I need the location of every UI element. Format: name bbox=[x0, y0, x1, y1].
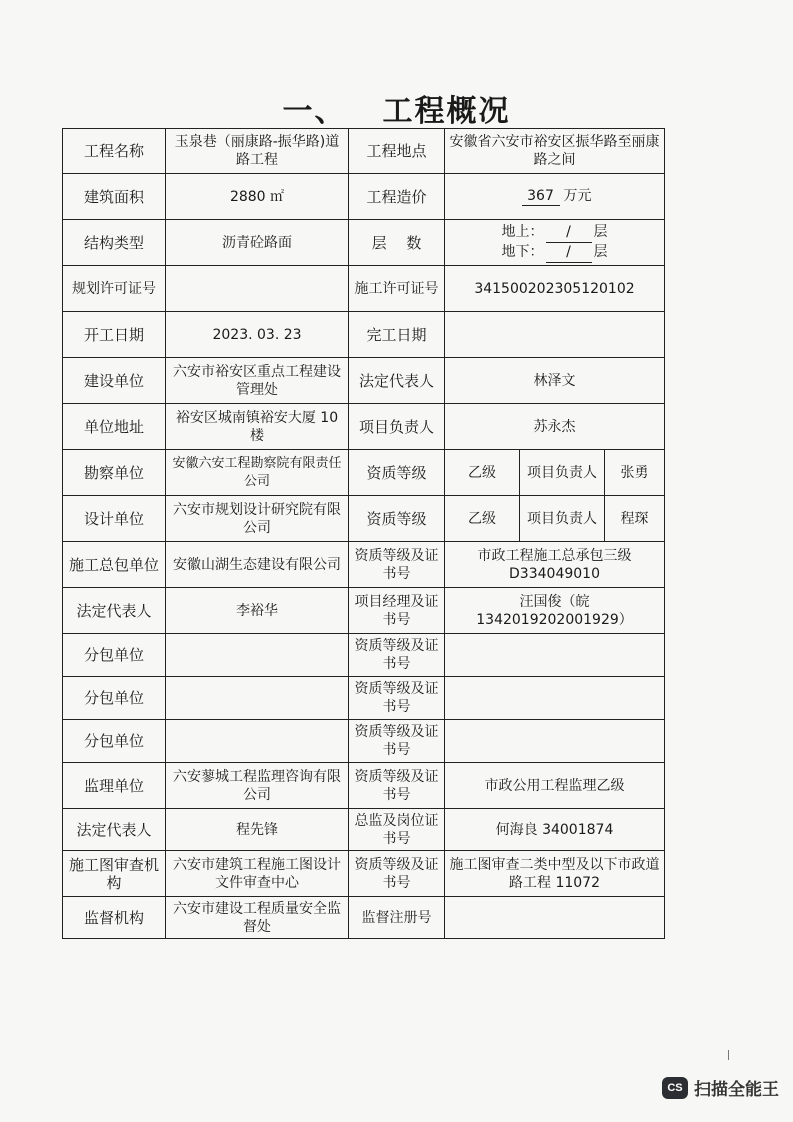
survey-qual-label: 资质等级 bbox=[349, 450, 445, 496]
subcontractor-qual-label: 资质等级及证书号 bbox=[349, 720, 445, 763]
address-value: 裕安区城南镇裕安大厦 10 楼 bbox=[166, 404, 349, 450]
subcontractor-qual-value bbox=[445, 677, 665, 720]
floor-unit: 层 bbox=[593, 243, 608, 260]
contractor-qual-value: 市政工程施工总承包三级 bbox=[477, 547, 632, 564]
table-row bbox=[63, 542, 665, 588]
floors-cell bbox=[445, 220, 665, 266]
table-row bbox=[63, 851, 665, 897]
owner-rep-value: 林泽文 bbox=[445, 358, 665, 404]
below-ground-value: / bbox=[546, 243, 592, 263]
contractor-qual-label: 资质等级及证书号 bbox=[349, 542, 445, 588]
design-qual-value: 乙级 bbox=[445, 496, 520, 542]
construction-permit-value: 341500202305120102 bbox=[445, 266, 665, 312]
survey-pm-value: 张勇 bbox=[605, 450, 665, 496]
cost-value: 367 bbox=[522, 187, 560, 206]
subcontractor-value bbox=[166, 634, 349, 677]
start-date-value: 2023. 03. 23 bbox=[166, 312, 349, 358]
supervisor-value: 六安蓼城工程监理咨询有限公司 bbox=[166, 763, 349, 809]
design-pm-value: 程琛 bbox=[605, 496, 665, 542]
planning-permit-value bbox=[166, 266, 349, 312]
construction-permit-label: 施工许可证号 bbox=[349, 266, 445, 312]
section-title: 工程概况 bbox=[382, 94, 511, 129]
design-label: 设计单位 bbox=[63, 496, 166, 542]
supervisor-rep-label: 法定代表人 bbox=[63, 809, 166, 851]
table-row bbox=[63, 763, 665, 809]
above-ground-value: / bbox=[546, 223, 592, 243]
design-value: 六安市规划设计研究院有限公司 bbox=[166, 496, 349, 542]
supervisor-label: 监理单位 bbox=[63, 763, 166, 809]
subcontractor-label: 分包单位 bbox=[63, 720, 166, 763]
table-row bbox=[63, 496, 665, 542]
table-row bbox=[63, 220, 665, 266]
contractor-label: 施工总包单位 bbox=[63, 542, 166, 588]
owner-value: 六安市裕安区重点工程建设管理处 bbox=[166, 358, 349, 404]
project-name-label: 工程名称 bbox=[63, 129, 166, 174]
survey-pm-label: 项目负责人 bbox=[520, 450, 605, 496]
table-row bbox=[63, 897, 665, 939]
area-label: 建筑面积 bbox=[63, 174, 166, 220]
oversight-label: 监督机构 bbox=[63, 897, 166, 939]
contractor-pm-label: 项目经理及证书号 bbox=[349, 588, 445, 634]
review-qual-value: 施工图审查二类中型及以下市政道路工程 11072 bbox=[445, 851, 665, 897]
design-qual-label: 资质等级 bbox=[349, 496, 445, 542]
project-name-value: 玉泉巷（丽康路-振华路)道路工程 bbox=[166, 129, 349, 174]
owner-pm-label: 项目负责人 bbox=[349, 404, 445, 450]
page-title bbox=[0, 86, 793, 130]
subcontractor-value bbox=[166, 720, 349, 763]
subcontractor-qual-value bbox=[445, 720, 665, 763]
contractor-rep-value: 李裕华 bbox=[166, 588, 349, 634]
contractor-rep-label: 法定代表人 bbox=[63, 588, 166, 634]
table-row bbox=[63, 677, 665, 720]
oversight-value: 六安市建设工程质量安全监督处 bbox=[166, 897, 349, 939]
review-label: 施工图审查机构 bbox=[63, 851, 166, 897]
cost-unit: 万元 bbox=[563, 188, 592, 204]
floors-label: 层 数 bbox=[349, 220, 445, 266]
structure-label: 结构类型 bbox=[63, 220, 166, 266]
section-number: 一、 bbox=[282, 94, 347, 129]
floor-unit: 层 bbox=[593, 223, 608, 240]
design-pm-label: 项目负责人 bbox=[520, 496, 605, 542]
subcontractor-qual-label: 资质等级及证书号 bbox=[349, 634, 445, 677]
contractor-pm-value: 汪国俊（皖 1342019202001929） bbox=[445, 588, 665, 634]
subcontractor-label: 分包单位 bbox=[63, 677, 166, 720]
project-location-label: 工程地点 bbox=[349, 129, 445, 174]
supervisor-qual-label: 资质等级及证书号 bbox=[349, 763, 445, 809]
oversight-reg-value bbox=[445, 897, 665, 939]
above-ground-label: 地上： bbox=[501, 223, 544, 240]
table-row bbox=[63, 358, 665, 404]
contractor-qual-cell bbox=[445, 542, 665, 588]
oversight-reg-label: 监督注册号 bbox=[349, 897, 445, 939]
cost-cell bbox=[445, 174, 665, 220]
scan-mark bbox=[728, 1050, 729, 1060]
supervisor-rep-value: 程先锋 bbox=[166, 809, 349, 851]
table-row bbox=[63, 809, 665, 851]
chief-supervisor-label: 总监及岗位证书号 bbox=[349, 809, 445, 851]
contractor-cert-value: D334049010 bbox=[509, 565, 600, 582]
cost-label: 工程造价 bbox=[349, 174, 445, 220]
subcontractor-qual-value bbox=[445, 634, 665, 677]
watermark-text: 扫描全能王 bbox=[694, 1080, 779, 1100]
area-value: 2880 ㎡ bbox=[166, 174, 349, 220]
survey-label: 勘察单位 bbox=[63, 450, 166, 496]
survey-qual-value: 乙级 bbox=[445, 450, 520, 496]
structure-value: 沥青砼路面 bbox=[166, 220, 349, 266]
planning-permit-label: 规划许可证号 bbox=[63, 266, 166, 312]
table-row bbox=[63, 720, 665, 763]
owner-rep-label: 法定代表人 bbox=[349, 358, 445, 404]
subcontractor-label: 分包单位 bbox=[63, 634, 166, 677]
table-row bbox=[63, 634, 665, 677]
table-row bbox=[63, 312, 665, 358]
supervisor-qual-value: 市政公用工程监理乙级 bbox=[445, 763, 665, 809]
table-row bbox=[63, 450, 665, 496]
table-row bbox=[63, 174, 665, 220]
review-value: 六安市建筑工程施工图设计文件审查中心 bbox=[166, 851, 349, 897]
subcontractor-qual-label: 资质等级及证书号 bbox=[349, 677, 445, 720]
camscanner-logo-icon: CS bbox=[662, 1077, 688, 1099]
contractor-value: 安徽山湖生态建设有限公司 bbox=[166, 542, 349, 588]
owner-pm-value: 苏永杰 bbox=[445, 404, 665, 450]
table-row bbox=[63, 129, 665, 174]
chief-supervisor-value: 何海良 34001874 bbox=[445, 809, 665, 851]
project-location-value: 安徽省六安市裕安区振华路至丽康路之间 bbox=[445, 129, 665, 174]
survey-value: 安徽六安工程勘察院有限责任公司 bbox=[166, 450, 349, 496]
table-row bbox=[63, 588, 665, 634]
table-row bbox=[63, 266, 665, 312]
owner-label: 建设单位 bbox=[63, 358, 166, 404]
start-date-label: 开工日期 bbox=[63, 312, 166, 358]
table-row bbox=[63, 404, 665, 450]
scanner-watermark bbox=[662, 1075, 779, 1100]
completion-date-value bbox=[445, 312, 665, 358]
address-label: 单位地址 bbox=[63, 404, 166, 450]
project-overview-table bbox=[62, 128, 665, 939]
subcontractor-value bbox=[166, 677, 349, 720]
below-ground-label: 地下： bbox=[501, 243, 544, 260]
completion-date-label: 完工日期 bbox=[349, 312, 445, 358]
review-qual-label: 资质等级及证书号 bbox=[349, 851, 445, 897]
